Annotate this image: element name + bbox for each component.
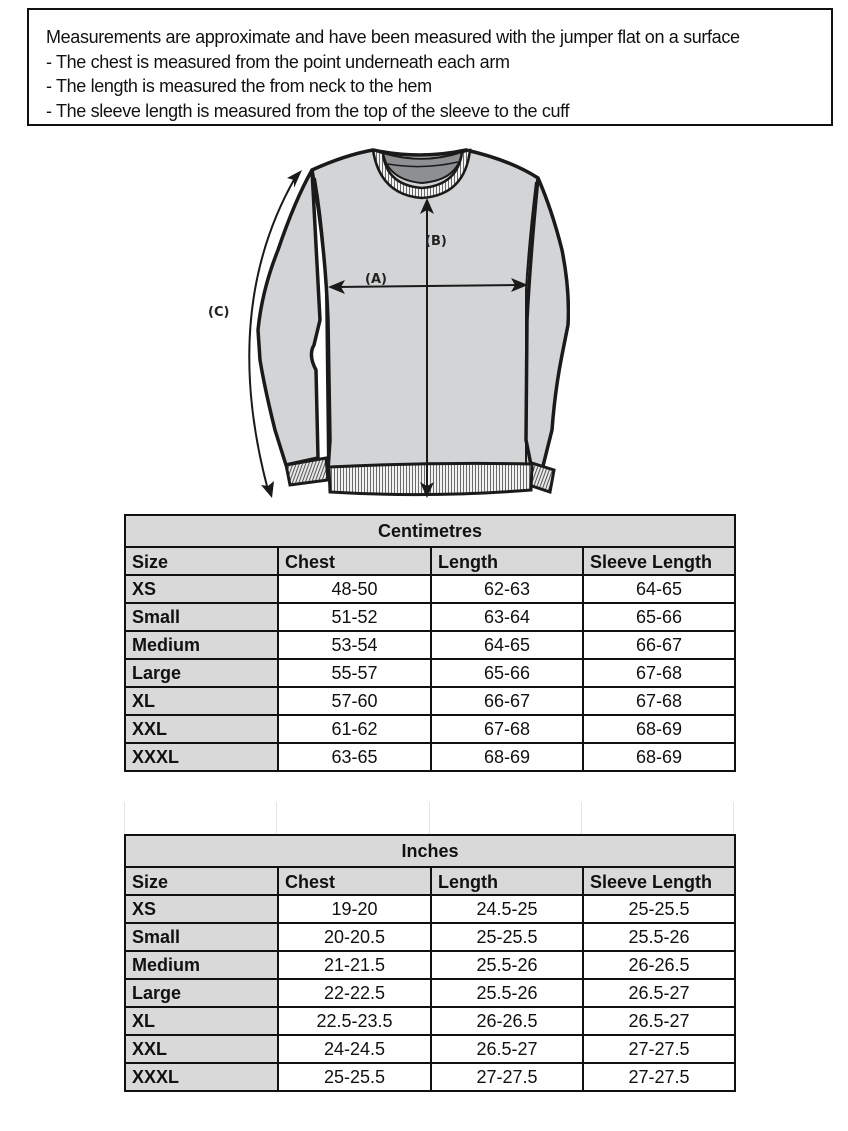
- size-label-cell: XS: [125, 895, 278, 923]
- table-title: Centimetres: [125, 515, 735, 547]
- table-row: [125, 631, 735, 659]
- measurement-cell: 27-27.5: [431, 1063, 583, 1091]
- size-label-cell: XXXL: [125, 1063, 278, 1091]
- measurement-cell: 53-54: [278, 631, 431, 659]
- measurement-cell: 20-20.5: [278, 923, 431, 951]
- size-label-cell: XXXL: [125, 743, 278, 771]
- table-row: [125, 659, 735, 687]
- size-label-cell: Large: [125, 659, 278, 687]
- table-title-row: [125, 515, 735, 547]
- label-b: (B): [425, 234, 447, 249]
- measurement-cell: 55-57: [278, 659, 431, 687]
- jumper-diagram: [190, 140, 570, 510]
- left-sleeve: [258, 170, 320, 465]
- table-row: [125, 715, 735, 743]
- measurement-cell: 25.5-26: [583, 923, 735, 951]
- label-c: (C): [208, 305, 230, 320]
- table-row: [125, 951, 735, 979]
- size-label-cell: XXL: [125, 1035, 278, 1063]
- column-header: Sleeve Length: [583, 547, 735, 575]
- measurement-cell: 25-25.5: [278, 1063, 431, 1091]
- table-header-row: [125, 867, 735, 895]
- column-header: Length: [431, 547, 583, 575]
- arrow-c-head-bottom: [261, 481, 274, 498]
- size-label-cell: Small: [125, 603, 278, 631]
- notes-sleeve: - The sleeve length is measured from the top of the sleeve to the cuff: [46, 100, 570, 121]
- measurement-cell: 48-50: [278, 575, 431, 603]
- measurement-cell: 24-24.5: [278, 1035, 431, 1063]
- measurement-cell: 67-68: [583, 687, 735, 715]
- column-header: Size: [125, 867, 278, 895]
- measurement-cell: 51-52: [278, 603, 431, 631]
- table-row: [125, 1063, 735, 1091]
- measurement-cell: 26-26.5: [583, 951, 735, 979]
- measurement-cell: 64-65: [431, 631, 583, 659]
- measurement-cell: 22.5-23.5: [278, 1007, 431, 1035]
- notes-length: - The length is measured the from neck to the hem: [46, 76, 432, 96]
- column-header: Sleeve Length: [583, 867, 735, 895]
- size-label-cell: XL: [125, 687, 278, 715]
- table-row: [125, 1007, 735, 1035]
- table-header-row: [125, 547, 735, 575]
- measurement-cell: 25.5-26: [431, 979, 583, 1007]
- table-row: [125, 895, 735, 923]
- table-row: [125, 1035, 735, 1063]
- measurement-cell: 67-68: [431, 715, 583, 743]
- notes-chest: - The chest is measured from the point underneath each arm: [46, 51, 510, 72]
- size-label-cell: Medium: [125, 631, 278, 659]
- size-label-cell: Medium: [125, 951, 278, 979]
- measurement-cell: 61-62: [278, 715, 431, 743]
- table-row: [125, 923, 735, 951]
- measurement-cell: 22-22.5: [278, 979, 431, 1007]
- measurement-cell: 64-65: [583, 575, 735, 603]
- size-label-cell: XL: [125, 1007, 278, 1035]
- measurement-cell: 68-69: [431, 743, 583, 771]
- column-header: Length: [431, 867, 583, 895]
- measurement-cell: 66-67: [583, 631, 735, 659]
- measurement-cell: 26-26.5: [431, 1007, 583, 1035]
- column-header: Size: [125, 547, 278, 575]
- measurement-cell: 67-68: [583, 659, 735, 687]
- label-a: (A): [365, 272, 387, 287]
- size-label-cell: XS: [125, 575, 278, 603]
- measurement-cell: 26.5-27: [583, 979, 735, 1007]
- measurement-cell: 57-60: [278, 687, 431, 715]
- column-header: Chest: [278, 867, 431, 895]
- measurement-cell: 25-25.5: [431, 923, 583, 951]
- measurement-cell: 27-27.5: [583, 1035, 735, 1063]
- inches-table: [124, 834, 736, 1092]
- measurement-cell: 65-66: [583, 603, 735, 631]
- measurement-cell: 21-21.5: [278, 951, 431, 979]
- table-row: [125, 603, 735, 631]
- arrow-c-head-top: [287, 170, 302, 188]
- size-label-cell: XXL: [125, 715, 278, 743]
- measurement-cell: 27-27.5: [583, 1063, 735, 1091]
- measurement-cell: 26.5-27: [583, 1007, 735, 1035]
- measurement-notes: [27, 8, 833, 126]
- centimetres-table: [124, 514, 736, 772]
- table-title-row: [125, 835, 735, 867]
- size-label-cell: Large: [125, 979, 278, 1007]
- size-label-cell: Small: [125, 923, 278, 951]
- table-row: [125, 743, 735, 771]
- measurement-cell: 68-69: [583, 715, 735, 743]
- column-header: Chest: [278, 547, 431, 575]
- measurement-cell: 26.5-27: [431, 1035, 583, 1063]
- table-spacer: [124, 802, 734, 834]
- measurement-cell: 63-64: [431, 603, 583, 631]
- table-row: [125, 979, 735, 1007]
- notes-intro: Measurements are approximate and have been measured with the jumper flat on a surface: [46, 27, 740, 47]
- table-row: [125, 575, 735, 603]
- table-row: [125, 687, 735, 715]
- measurement-cell: 19-20: [278, 895, 431, 923]
- measurement-cell: 62-63: [431, 575, 583, 603]
- measurement-cell: 68-69: [583, 743, 735, 771]
- measurement-cell: 63-65: [278, 743, 431, 771]
- measurement-cell: 25.5-26: [431, 951, 583, 979]
- table-title: Inches: [125, 835, 735, 867]
- measurement-cell: 65-66: [431, 659, 583, 687]
- measurement-cell: 25-25.5: [583, 895, 735, 923]
- measurement-cell: 24.5-25: [431, 895, 583, 923]
- measurement-cell: 66-67: [431, 687, 583, 715]
